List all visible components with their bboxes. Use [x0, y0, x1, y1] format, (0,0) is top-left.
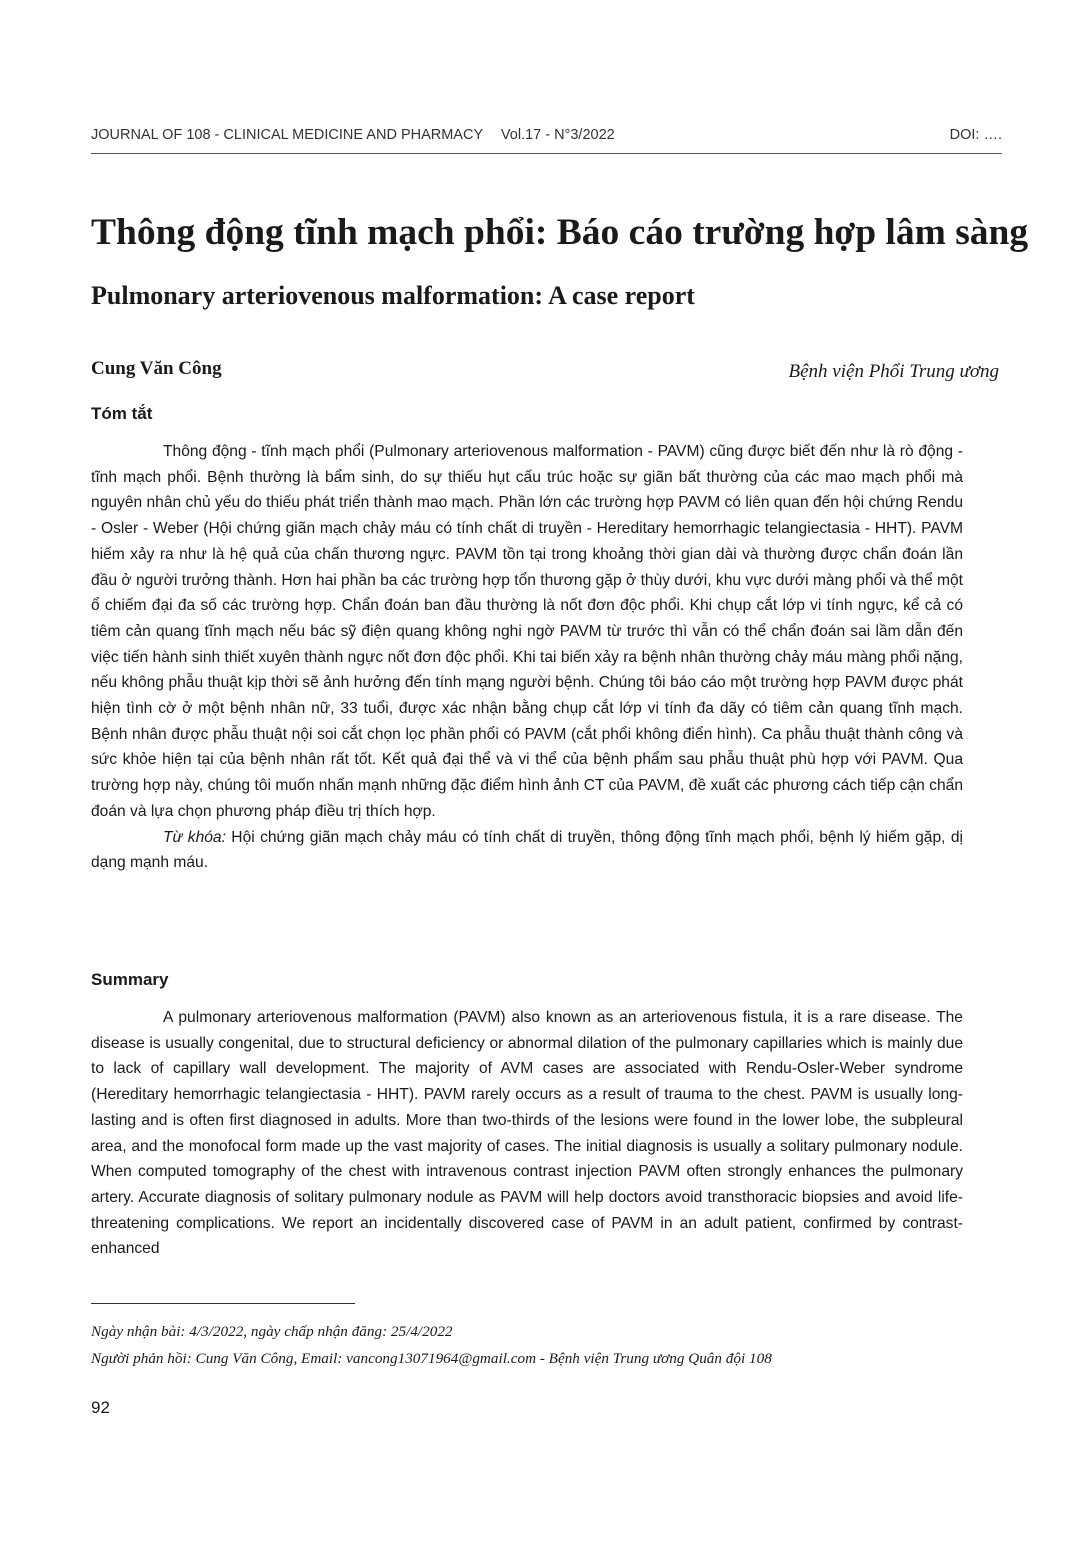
- section-heading-summary: Summary: [91, 970, 169, 989]
- page-number: 92: [91, 1398, 110, 1417]
- journal-volume: Vol.17 - N°3/2022: [500, 127, 615, 143]
- title-english: Pulmonary arteriovenous malformation: A case report: [91, 281, 695, 310]
- footnote-correspondence: Người phản hồi: Cung Văn Công, Email: vancong13071964@gmail.com - Bệnh viện Trung ương Quân đội 108: [91, 1350, 772, 1367]
- footnote-received-date: Ngày nhận bài: 4/3/2022, ngày chấp nhận đăng: 25/4/2022: [91, 1323, 453, 1340]
- keywords-text: Hội chứng giãn mạch chảy máu có tính chất di truyền, thông động tĩnh mạch phổi, bệnh lý hiếm gặp, dị dạng mạnh máu.: [91, 828, 963, 872]
- author-affiliation: Bệnh viện Phổi Trung ương: [788, 361, 999, 382]
- running-header: [91, 127, 1002, 143]
- title-vietnamese: Thông động tĩnh mạch phổi: Báo cáo trường hợp lâm sàng: [91, 212, 1029, 253]
- keywords-label: Từ khóa:: [163, 828, 226, 846]
- abstract-vietnamese-body: Thông động - tĩnh mạch phổi (Pulmonary arteriovenous malformation - PAVM) cũng được biết đến như là rò động - tĩnh mạch phổi. Bệnh thường là bẩm sinh, do sự thiếu hụt cấu trúc hoặc sự giãn bất thường của các mao mạch phổi mà nguyên nhân chủ yếu do thiếu phát triển thành mao mạch. Phần lớn các trường hợp PAVM có liên quan đến hội chứng Rendu - Osler - Weber (Hội chứng giãn mạch chảy máu có tính chất di truyền - Hereditary hemorrhagic telangiectasia - HHT). PAVM hiếm xảy ra như là hệ quả của chấn thương ngực. PAVM tồn tại trong khoảng thời gian dài và thường được chẩn đoán lần đầu ở người trưởng thành. Hơn hai phần ba các trường hợp tổn thương gặp ở thùy dưới, khu vực dưới màng phổi và thể một ổ chiếm đại đa số các trường hợp. Chẩn đoán ban đầu thường là nốt đơn độc phổi. Khi chụp cắt lớp vi tính ngực, kể cả có tiêm cản quang tĩnh mạch nếu bác sỹ điện quang không nghi ngờ PAVM từ trước thì vẫn có thể chẩn đoán sai lầm dẫn đến việc tiến hành sinh thiết xuyên thành ngực nốt đơn độc phổi. Khi tai biến xảy ra bệnh nhân thường chảy máu màng phổi nặng, nếu không phẫu thuật kịp thời sẽ ảnh hưởng đến tính mạng người bệnh. Chúng tôi báo cáo một trường hợp PAVM được phát hiện tình cờ ở một bệnh nhân nữ, 33 tuổi, được xác nhận bằng chụp cắt lớp vi tính đa dãy có tiêm cản quang tĩnh mạch. Bệnh nhân được phẫu thuật nội soi cắt chọn lọc phần phổi có PAVM (cắt phổi không điển hình). Ca phẫu thuật thành công và sức khỏe hiện tại của bệnh nhân rất tốt. Kết quả đại thể và vi thể của bệnh phẩm sau phẫu thuật phù hợp với PAVM. Qua trường hợp này, chúng tôi muốn nhấn mạnh những đặc điểm hình ảnh CT của PAVM, đề xuất các phương cách tiếp cận chẩn đoán và lựa chọn phương pháp điều trị thích hợp.: [91, 443, 963, 820]
- footnote-divider: [91, 1303, 355, 1304]
- doi: DOI: ….: [949, 127, 1002, 143]
- journal-name: JOURNAL OF 108 - CLINICAL MEDICINE AND PHARMACY: [91, 127, 483, 143]
- journal-info: [91, 127, 615, 143]
- author-name: Cung Văn Công: [91, 358, 222, 379]
- abstract-english-body: A pulmonary arteriovenous malformation (PAVM) also known as an arteriovenous fistula, it is a rare disease. The disease is usually congenital, due to structural deficiency or abnormal dilation of the pulmonary capillaries which is mainly due to lack of capillary wall development. The majority of AVM cases are associated with Rendu-Osler-Weber syndrome (Hereditary hemorrhagic telangiectasia - HHT). PAVM rarely occurs as a result of trauma to the chest. PAVM is usually long-lasting and is often first diagnosed in adults. More than two-thirds of the lesions were found in the lower lobe, the subpleural area, and the monofocal form made up the vast majority of cases. The initial diagnosis is usually a solitary pulmonary nodule. When computed tomography of the chest with intravenous contrast injection PAVM often strongly enhances the pulmonary artery. Accurate diagnosis of solitary pulmonary nodule as PAVM will help doctors avoid transthoracic biopsies and avoid life-threatening complications. We report an incidentally discovered case of PAVM in an adult patient, confirmed by contrast-enhanced: [91, 1009, 963, 1258]
- header-divider: [91, 153, 1002, 154]
- abstract-vietnamese: [91, 439, 963, 876]
- abstract-english: [91, 1005, 963, 1262]
- keywords-paragraph: [91, 825, 963, 876]
- section-heading-tom-tat: Tóm tắt: [91, 404, 153, 423]
